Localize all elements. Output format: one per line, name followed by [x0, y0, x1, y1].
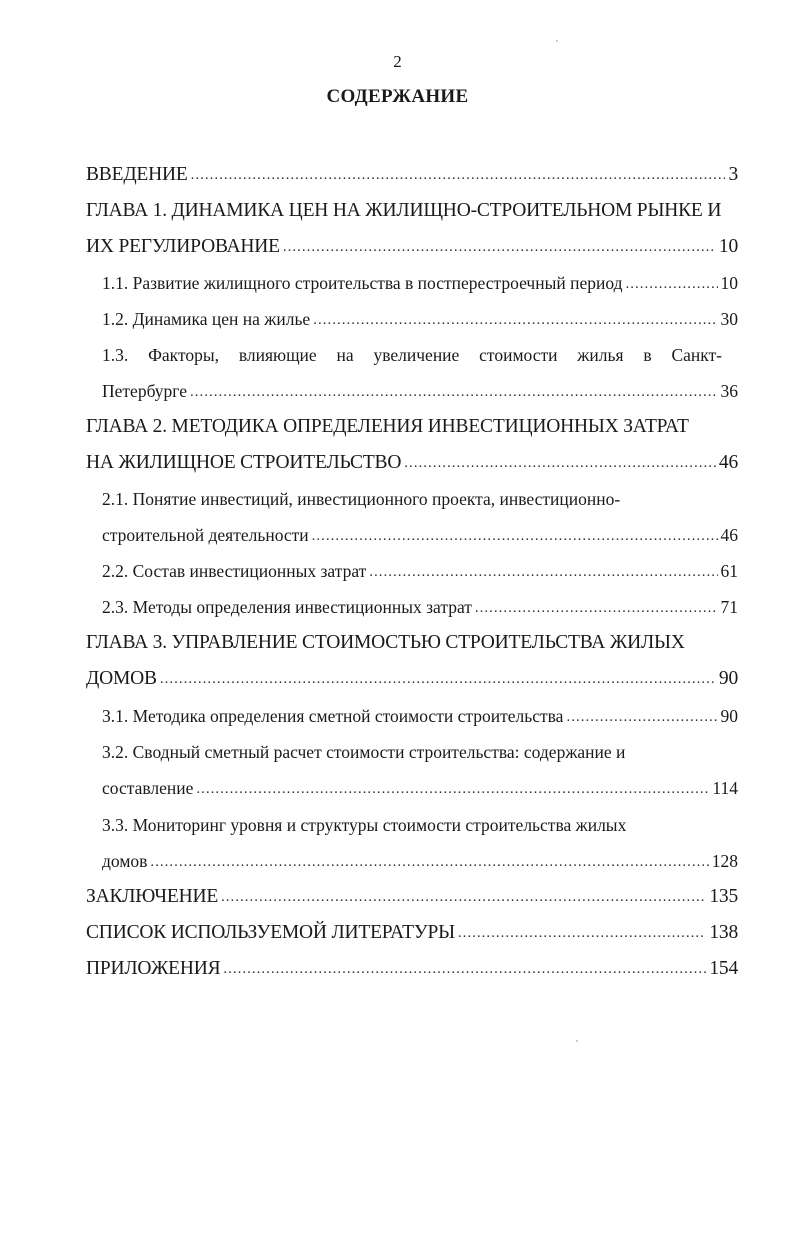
toc-entry-label: строительной деятельности — [102, 525, 309, 545]
dot-leader — [458, 920, 706, 946]
toc-entry-appendices[interactable] — [86, 956, 738, 982]
toc-entry-label: Петербурге — [102, 381, 188, 401]
toc-entry-label: 3.3. Мониторинг уровня и структуры стоимости строительства жилых — [102, 815, 627, 835]
toc-entry-intro[interactable] — [86, 162, 738, 188]
toc-entry-chapter-2-line-1[interactable] — [86, 414, 738, 440]
toc-entry-page: 10 — [718, 236, 738, 257]
toc-entry-chapter-1[interactable] — [86, 234, 738, 260]
toc-entry-page: 135 — [709, 886, 738, 907]
toc-entry-label: 1.3. Факторы, влияющие на увеличение стоимости жилья в Санкт- — [102, 345, 722, 365]
toc-entry-chapter-2[interactable] — [86, 450, 738, 476]
toc-entry-label: ГЛАВА 3. УПРАВЛЕНИЕ СТОИМОСТЬЮ СТРОИТЕЛЬСТВА ЖИЛЫХ — [86, 632, 685, 653]
toc-entry-label: 3.1. Методика определения сметной стоимости строительства — [102, 706, 564, 726]
dot-leader — [404, 450, 716, 476]
dot-leader — [160, 666, 716, 692]
page-number: 2 — [393, 52, 402, 71]
toc-entry-page: 90 — [720, 706, 738, 726]
toc-entry-label: домов — [102, 851, 148, 871]
toc-entry-section-1-1[interactable] — [102, 270, 738, 296]
dot-leader — [221, 884, 706, 910]
dot-leader — [150, 849, 708, 875]
dot-leader — [475, 595, 718, 621]
toc-entry-section-3-3-line-1[interactable] — [102, 812, 738, 838]
toc-entry-label: 2.1. Понятие инвестиций, инвестиционного проекта, инвестиционно- — [102, 489, 621, 509]
dot-leader — [625, 271, 717, 297]
toc-entry-section-2-1[interactable] — [102, 522, 738, 548]
toc-entry-section-1-3-line-1[interactable] — [102, 342, 722, 368]
toc-entry-references[interactable] — [86, 920, 738, 946]
toc-entry-page: 10 — [720, 273, 738, 293]
toc-entry-page: 3 — [728, 164, 738, 185]
toc-entry-section-2-3[interactable] — [102, 594, 738, 620]
toc-entry-label: ГЛАВА 2. МЕТОДИКА ОПРЕДЕЛЕНИЯ ИНВЕСТИЦИОННЫХ ЗАТРАТ — [86, 416, 689, 437]
toc-entry-page: 114 — [712, 778, 738, 798]
toc-entry-label: ЗАКЛЮЧЕНИЕ — [86, 886, 219, 907]
dot-leader — [369, 559, 717, 585]
toc-entry-section-2-2[interactable] — [102, 558, 738, 584]
toc-entry-section-1-2[interactable] — [102, 306, 738, 332]
dot-leader — [283, 234, 716, 260]
toc-entry-label: СПИСОК ИСПОЛЬЗУЕМОЙ ЛИТЕРАТУРЫ — [86, 922, 455, 943]
toc-entry-page: 154 — [709, 958, 738, 979]
toc-entry-label: ВВЕДЕНИЕ — [86, 164, 188, 185]
toc-entry-conclusion[interactable] — [86, 884, 738, 910]
toc-entry-page: 128 — [711, 851, 738, 871]
toc-entry-label: НА ЖИЛИЩНОЕ СТРОИТЕЛЬСТВО — [86, 452, 402, 473]
toc-entry-page: 138 — [709, 922, 738, 943]
toc-entry-page: 61 — [720, 561, 738, 581]
toc-entry-page: 46 — [718, 452, 738, 473]
toc-entry-chapter-3[interactable] — [86, 666, 738, 692]
toc-entry-label: ПРИЛОЖЕНИЯ — [86, 958, 221, 979]
toc-entry-section-2-1-line-1[interactable] — [102, 486, 738, 512]
dot-leader — [190, 379, 717, 405]
dot-leader — [191, 162, 726, 188]
toc-entry-page: 90 — [718, 668, 738, 689]
toc-entry-section-3-2[interactable] — [102, 775, 738, 801]
dot-leader — [313, 307, 717, 333]
toc-entry-label: 1.1. Развитие жилищного строительства в постперестроечный период — [102, 273, 623, 293]
toc-entry-label: 2.3. Методы определения инвестиционных затрат — [102, 597, 472, 617]
toc-entry-label: 1.2. Динамика цен на жилье — [102, 309, 311, 329]
toc-entry-label: ГЛАВА 1. ДИНАМИКА ЦЕН НА ЖИЛИЩНО-СТРОИТЕЛЬНОМ РЫНКЕ И — [86, 200, 722, 221]
toc-entry-page: 36 — [720, 381, 738, 401]
toc-entry-section-3-2-line-1[interactable] — [102, 739, 738, 765]
dot-leader — [223, 956, 706, 982]
page-title: СОДЕРЖАНИЕ — [326, 86, 469, 107]
dot-leader — [566, 704, 717, 730]
toc-entry-label: 3.2. Сводный сметный расчет стоимости строительства: содержание и — [102, 742, 626, 762]
toc-entry-label: 2.2. Состав инвестиционных затрат — [102, 561, 367, 581]
toc-entry-label: ДОМОВ — [86, 668, 157, 689]
toc-entry-page: 46 — [720, 525, 738, 545]
toc-entry-section-3-3[interactable] — [102, 848, 738, 874]
toc-entry-chapter-3-line-1[interactable] — [86, 630, 738, 656]
toc-entry-label: ИХ РЕГУЛИРОВАНИЕ — [86, 236, 280, 257]
toc-entry-section-1-3[interactable] — [102, 378, 738, 404]
toc-entry-section-3-1[interactable] — [102, 703, 738, 729]
dot-leader — [312, 523, 718, 549]
dot-leader — [196, 776, 709, 802]
toc-entry-chapter-1-line-1[interactable] — [86, 198, 738, 224]
toc-entry-page: 71 — [720, 597, 738, 617]
toc-entry-page: 30 — [720, 309, 738, 329]
toc-entry-label: составление — [102, 778, 194, 798]
